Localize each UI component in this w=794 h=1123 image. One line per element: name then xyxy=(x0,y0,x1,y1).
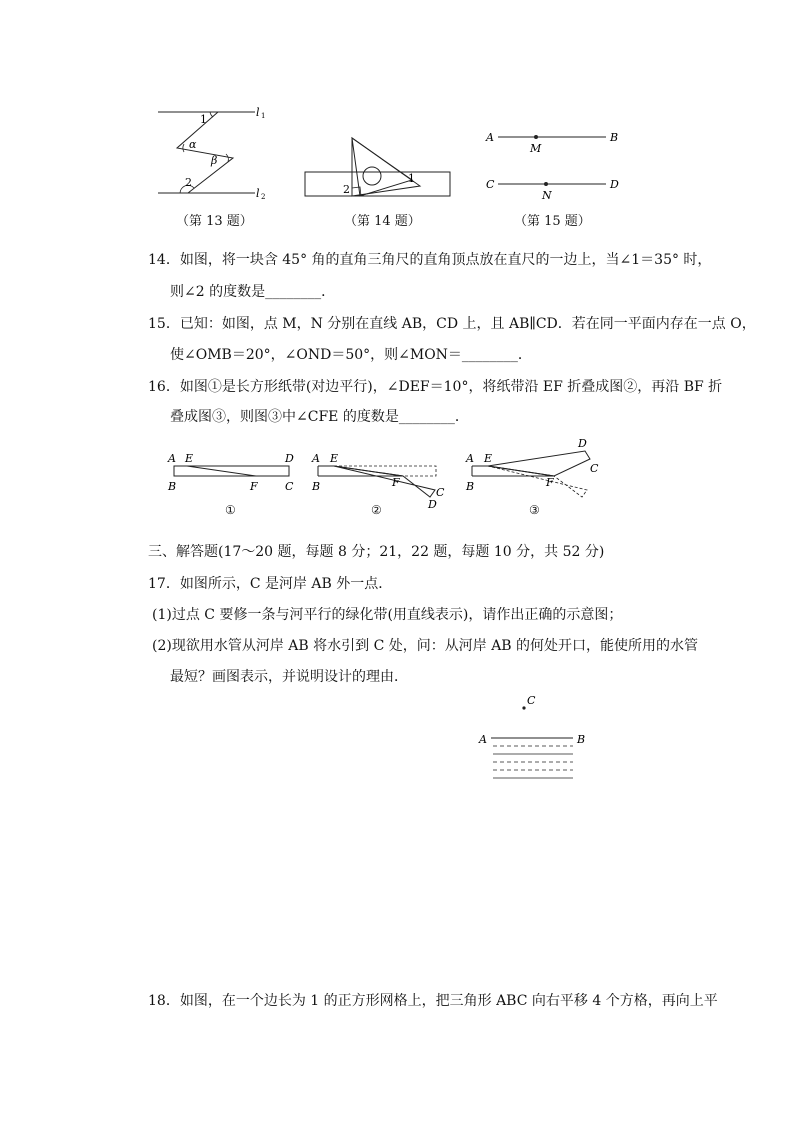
fig15-label-M: M xyxy=(530,142,542,155)
fig13-caption: （第 13 题） xyxy=(176,214,253,229)
fig17-label-C: C xyxy=(527,694,536,707)
figure-17-river xyxy=(475,690,600,785)
fig16-2-D: D xyxy=(428,498,437,511)
fig17-label-A: A xyxy=(479,733,487,746)
fig16-3-D: D xyxy=(578,437,587,450)
figure-15 xyxy=(480,125,630,205)
q17-part2a: (2)现欲用水管从河岸 AB 将水引到 C 处，问：从河岸 AB 的何处开口，能使所用的水管 xyxy=(152,638,699,654)
q18-line1: 18．如图，在一个边长为 1 的正方形网格上，把三角形 ABC 向右平移 4 个方格，再向上平 xyxy=(148,993,718,1009)
q17-stem: 17．如图所示，C 是河岸 AB 外一点． xyxy=(148,576,393,592)
fig16-1-E: E xyxy=(185,452,194,465)
fig16-1-B: B xyxy=(168,480,177,493)
fig16-3-B: B xyxy=(466,480,475,493)
fig15-caption: （第 15 题） xyxy=(514,214,591,229)
fig13-label-l2-sub: 2 xyxy=(261,193,266,200)
fig14-label-2: 2 xyxy=(343,183,350,196)
section3-title: 三、解答题(17～20 题，每题 8 分；21，22 题，每题 10 分，共 52 分) xyxy=(148,544,605,560)
fig16-1-C: C xyxy=(285,480,294,493)
figure-13 xyxy=(150,100,280,200)
fig13-label-l1-sub: 1 xyxy=(261,112,266,120)
figure-16-3 xyxy=(462,435,612,510)
fig16-3-C: C xyxy=(590,462,599,475)
q14-line2: 则∠2 的度数是________． xyxy=(170,284,336,300)
fig13-label-alpha: α xyxy=(189,138,197,151)
fig16-2-B: B xyxy=(312,480,321,493)
fig16-2-E: E xyxy=(330,452,339,465)
fig16-caption-1: ① xyxy=(225,503,236,517)
fig16-caption-2: ② xyxy=(371,503,382,517)
q15-line2: 使∠OMB＝20°，∠OND＝50°，则∠MON＝________． xyxy=(170,347,532,363)
q17-part1: (1)过点 C 要修一条与河平行的绿化带(用直线表示)，请作出正确的示意图； xyxy=(152,607,623,623)
fig15-label-N: N xyxy=(542,189,552,202)
fig16-3-E: E xyxy=(484,452,493,465)
fig13-label-2: 2 xyxy=(185,176,192,189)
q15-line1: 15．已知：如图，点 M，N 分别在直线 AB，CD 上，且 AB∥CD．若在同一平面内存在一点 O， xyxy=(148,316,756,332)
fig16-2-F: F xyxy=(392,476,400,489)
fig16-2-C: C xyxy=(436,486,445,499)
fig16-1-F: F xyxy=(250,480,258,493)
q16-line1: 16．如图①是长方形纸带(对边平行)，∠DEF＝10°，将纸带沿 EF 折叠成图②，再沿 BF 折 xyxy=(148,379,723,395)
fig15-label-C: C xyxy=(486,178,495,191)
fig16-1-A: A xyxy=(168,452,176,465)
fig16-caption-3: ③ xyxy=(529,503,540,517)
fig16-1-D: D xyxy=(285,452,294,465)
fig13-label-l2: l xyxy=(256,187,260,200)
fig17-label-B: B xyxy=(577,733,586,746)
q14-line1: 14．如图，将一块含 45° 角的直角三角尺的直角顶点放在直尺的一边上，当∠1＝35° 时， xyxy=(148,252,712,268)
fig13-label-beta: β xyxy=(211,154,218,167)
fig13-label-l1: l xyxy=(256,106,260,119)
q17-part2b: 最短？画图表示，并说明设计的理由． xyxy=(170,669,408,685)
figure-14 xyxy=(300,130,455,205)
q16-line2: 叠成图③，则图③中∠CFE 的度数是________． xyxy=(170,409,469,425)
fig15-label-B: B xyxy=(610,131,619,144)
fig13-label-1: 1 xyxy=(200,113,207,126)
fig16-3-F: F xyxy=(546,476,554,489)
fig14-caption: （第 14 题） xyxy=(344,214,421,229)
fig16-3-A: A xyxy=(466,452,474,465)
fig14-label-1: 1 xyxy=(408,172,415,185)
fig15-label-A: A xyxy=(486,131,494,144)
figure-16-1 xyxy=(164,450,304,495)
fig15-label-D: D xyxy=(610,178,619,191)
fig16-2-A: A xyxy=(312,452,320,465)
